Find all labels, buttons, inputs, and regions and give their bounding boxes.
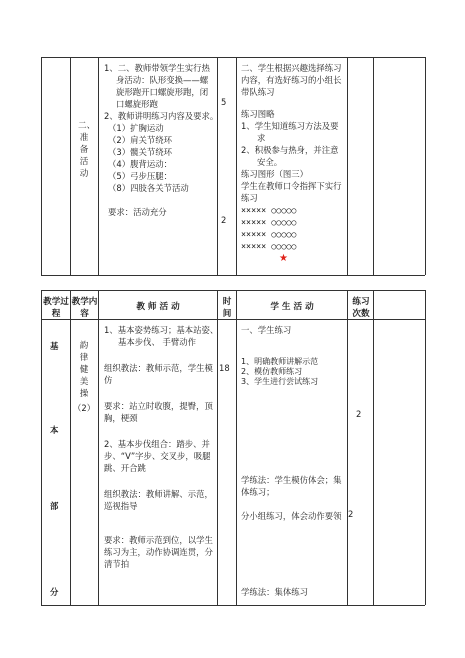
header-process: 教学过程 — [43, 297, 69, 319]
top-col-line — [41, 57, 42, 275]
text-line: 要求：教师示范到位，以学生 — [104, 535, 213, 545]
top-time-1: 5 — [221, 97, 227, 107]
text-line: （5）弓步压腿： — [108, 171, 172, 181]
text-line: 1、二、教师带领学生实行热 — [104, 63, 210, 73]
text-line: （2）肩关节绕环 — [108, 135, 172, 145]
text-line: 要求：活动充分 — [108, 207, 167, 217]
text-line: 胸，梗颈 — [104, 413, 138, 423]
top-col-line — [347, 57, 348, 275]
formation-row: ××××× ○○○○○ — [241, 217, 297, 227]
text-line: 清节拍 — [104, 559, 130, 569]
header-time: 时间 — [222, 297, 232, 319]
text-line: 跳、开合跳 — [104, 463, 146, 473]
bottom-col-line — [236, 290, 237, 605]
formation-row: ××××× ○○○○○ — [241, 241, 297, 251]
text-line: 2、模仿教师练习 — [241, 367, 303, 376]
top-section-label: 二、准备活动 — [78, 121, 96, 179]
header-content: 教学内容 — [71, 297, 98, 319]
formation-row: ××××× ○○○○○ — [241, 205, 297, 215]
text-line: 组织教法：教师讲解、示范， — [104, 489, 213, 499]
section-char: 本 — [50, 425, 59, 435]
bottom-col-line — [347, 290, 348, 605]
section-char: 基 — [50, 341, 59, 351]
text-line: 3、学生进行尝试练习 — [241, 377, 319, 386]
text-line: 1、基本姿势练习；基本站姿、 — [104, 325, 219, 335]
content-num: （2） — [73, 403, 96, 413]
content-label: 韵律健美操 — [79, 341, 89, 399]
bottom-col-line — [70, 290, 71, 605]
top-col-line — [425, 57, 426, 275]
text-line: 基本步伐、 手臂动作 — [118, 337, 197, 347]
formation-row: ××××× ○○○○○ — [241, 229, 297, 239]
top-col-line — [236, 57, 237, 275]
section-char: 部 — [50, 501, 59, 511]
text-line: 组织教法：教师示范，学生模 — [104, 363, 213, 373]
text-line: 练习 — [241, 193, 258, 203]
text-line: 2、基本步伐组合：踏步、并 — [104, 439, 210, 449]
text-line: 2、教师讲明练习内容及要求。 — [104, 111, 219, 121]
bottom-col-line — [98, 290, 99, 605]
header-teacher: 教 师 活 动 — [136, 302, 180, 312]
text-line: 巡视指导 — [104, 501, 138, 511]
text-line: （3）髋关节绕环 — [108, 147, 172, 157]
top-time-2: 2 — [221, 215, 227, 225]
bottom-table-border-bottom — [41, 605, 425, 606]
bottom-col-line — [41, 290, 42, 605]
text-line: 练习为主，动作协调连贯，分 — [104, 547, 213, 557]
text-line: 一、学生练习 — [241, 325, 292, 335]
text-line: 内容，有选好练习的小组长 — [241, 75, 342, 85]
practice-count-2: 2 — [348, 509, 354, 519]
text-line: 练习图略 — [241, 109, 275, 119]
text-line: 练习图形（图三） — [241, 169, 308, 179]
bottom-time: 18 — [219, 363, 230, 373]
text-line: 体练习； — [241, 487, 275, 497]
text-line: 学练法：学生模仿体会；集 — [241, 475, 342, 485]
teacher-star-icon: ★ — [279, 253, 288, 264]
text-line: （1）扩胸运动 — [108, 123, 164, 133]
text-line: 旋形跑开口螺旋形跑，闭 — [116, 87, 209, 97]
text-line: 2、积极参与热身，并注意 — [241, 145, 339, 155]
section-char: 分 — [50, 587, 59, 597]
text-line: 仿 — [104, 375, 113, 385]
text-line: 身活动：队形变换——螺 — [116, 75, 209, 85]
practice-count-1: 2 — [356, 409, 362, 419]
text-line: 口螺旋形跑 — [116, 99, 158, 109]
text-line: 步、“V”字步、交叉步，吸腿 — [104, 451, 211, 461]
header-student: 学 生 活 动 — [270, 302, 314, 312]
text-line: 求 — [257, 133, 266, 143]
text-line: 1、学生知道练习方法及要 — [241, 121, 339, 131]
bottom-col-line — [217, 290, 218, 605]
top-col-line — [217, 57, 218, 275]
top-table-border-bottom — [41, 275, 425, 276]
text-line: 二、学生根据兴趣选择练习 — [241, 63, 342, 73]
text-line: 带队练习 — [241, 87, 275, 97]
text-line: 安全。 — [257, 157, 283, 167]
top-col-line — [70, 57, 71, 275]
text-line: （4）腹背运动： — [108, 159, 172, 169]
text-line: （8）四肢各关节活动 — [108, 183, 189, 193]
text-line: 学生在教师口令指挥下实行 — [241, 181, 342, 191]
top-col-line — [373, 57, 374, 275]
top-col-line — [98, 57, 99, 275]
bottom-col-line — [425, 290, 426, 605]
text-line: 学练法：集体练习 — [241, 587, 308, 597]
text-line: 1、明确教师讲解示范 — [241, 357, 319, 366]
header-count: 练习次数 — [352, 297, 370, 319]
bottom-col-line — [373, 290, 374, 605]
text-line: 分小组练习，体会动作要领 — [241, 511, 342, 521]
text-line: 要求：站立时收腹，提臀，顶 — [104, 401, 213, 411]
